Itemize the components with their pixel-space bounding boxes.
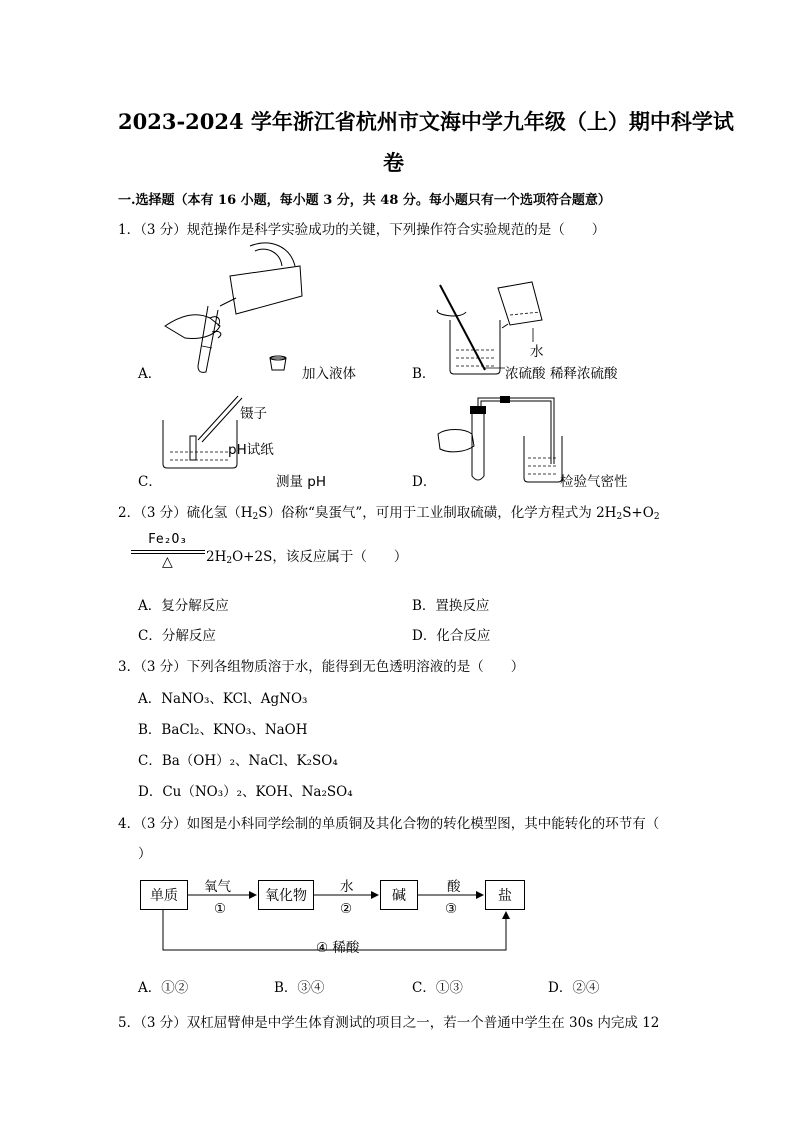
q1-option-c-letter[interactable]: C． xyxy=(138,474,162,490)
arrow-2-number: ② xyxy=(340,901,353,917)
question-3-stem: 3．（3 分）下列各组物质溶于水，能得到无色透明溶液的是（ ） xyxy=(118,659,525,675)
diagram-box-salt: 盐 xyxy=(485,880,525,910)
arrow-1-number: ① xyxy=(214,901,227,917)
q4-option-a[interactable]: A．①② xyxy=(138,980,189,996)
question-4-stem-line2: ） xyxy=(138,846,152,862)
arrow-3-number: ③ xyxy=(445,901,458,917)
q3-option-c[interactable]: C．Ba（OH）₂、NaCl、K₂SO₄ xyxy=(138,753,338,769)
section-heading: 一.选择题（本有 16 小题，每小题 3 分，共 48 分。每小题只有一个选项符合题意） xyxy=(118,193,611,208)
q1-option-b-water-label: 水 xyxy=(530,344,544,360)
q1-option-d-letter[interactable]: D． xyxy=(412,474,437,490)
q1-option-a-caption: 加入液体 xyxy=(302,366,356,382)
q1-option-a-illustration xyxy=(160,236,310,376)
q1-option-b-caption: 稀释浓硫酸 xyxy=(550,366,618,382)
q1-option-b-acid-label: 浓硫酸 xyxy=(505,366,546,382)
arrow-4-label: ④ 稀酸 xyxy=(316,940,360,956)
q2-option-d[interactable]: D．化合反应 xyxy=(412,628,491,644)
q1-option-c-paper-label: pH试纸 xyxy=(228,442,274,458)
q2-option-c[interactable]: C．分解反应 xyxy=(138,628,216,644)
question-5-stem: 5．（3 分）双杠屈臂伸是中学生体育测试的项目之一，若一个普通中学生在 30s 内完成 12 xyxy=(118,1015,660,1031)
reaction-catalyst: Fe₂O₃ xyxy=(148,532,188,547)
diagram-box-element: 单质 xyxy=(140,880,188,910)
q3-option-a[interactable]: A．NaNO₃、KCl、AgNO₃ xyxy=(138,691,308,707)
q1-option-c-caption: 测量 pH xyxy=(276,474,327,490)
reaction-arrow-line xyxy=(131,550,205,551)
q4-option-b[interactable]: B．③④ xyxy=(274,980,325,996)
q3-option-d[interactable]: D．Cu（NO₃）₂、KOH、Na₂SO₄ xyxy=(138,784,353,800)
q1-option-b-letter[interactable]: B． xyxy=(412,366,436,382)
question-2-stem-line1: 2．（3 分）硫化氢$(H_2S)$俗称“臭蛋气”，可用于工业制取硫磺，化学方程式为 $2H_2S+O_2$ xyxy=(118,505,660,522)
q3-option-b[interactable]: B．BaCl₂、KNO₃、NaOH xyxy=(138,722,308,738)
q4-option-c[interactable]: C．①③ xyxy=(412,980,463,996)
question-2-stem-line2: $2H_2O+2S$，该反应属于（ ） xyxy=(206,549,408,566)
page-title: 2023-2024 学年浙江省杭州市文海中学九年级（上）期中科学试 xyxy=(118,109,734,134)
q1-option-a-letter[interactable]: A． xyxy=(138,366,162,382)
reaction-heat-symbol: △ xyxy=(162,554,173,570)
question-4-stem-line1: 4．（3 分）如图是小科同学绘制的单质铜及其化合物的转化模型图，其中能转化的环节有（ xyxy=(118,816,660,832)
q2-option-a[interactable]: A．复分解反应 xyxy=(138,598,229,614)
diagram-box-oxide: 氧化物 xyxy=(258,880,314,910)
arrow-3-label: 酸 xyxy=(447,879,461,895)
q1-option-c-tweezers-label: 镊子 xyxy=(240,406,267,422)
arrow-1-label: 氧气 xyxy=(204,879,231,895)
diagram-box-base: 碱 xyxy=(380,880,418,910)
q1-option-c-illustration xyxy=(158,392,248,472)
q4-option-d[interactable]: D．②④ xyxy=(548,980,600,996)
page-title-continued: 卷 xyxy=(383,150,404,175)
question-1-stem: 1．（3 分）规范操作是科学实验成功的关键，下列操作符合实验规范的是（ ） xyxy=(118,222,606,238)
q1-option-d-caption: 检验气密性 xyxy=(560,474,628,490)
arrow-2-label: 水 xyxy=(340,879,354,895)
q1-option-d-illustration xyxy=(436,394,566,484)
q2-option-b[interactable]: B．置换反应 xyxy=(412,598,490,614)
